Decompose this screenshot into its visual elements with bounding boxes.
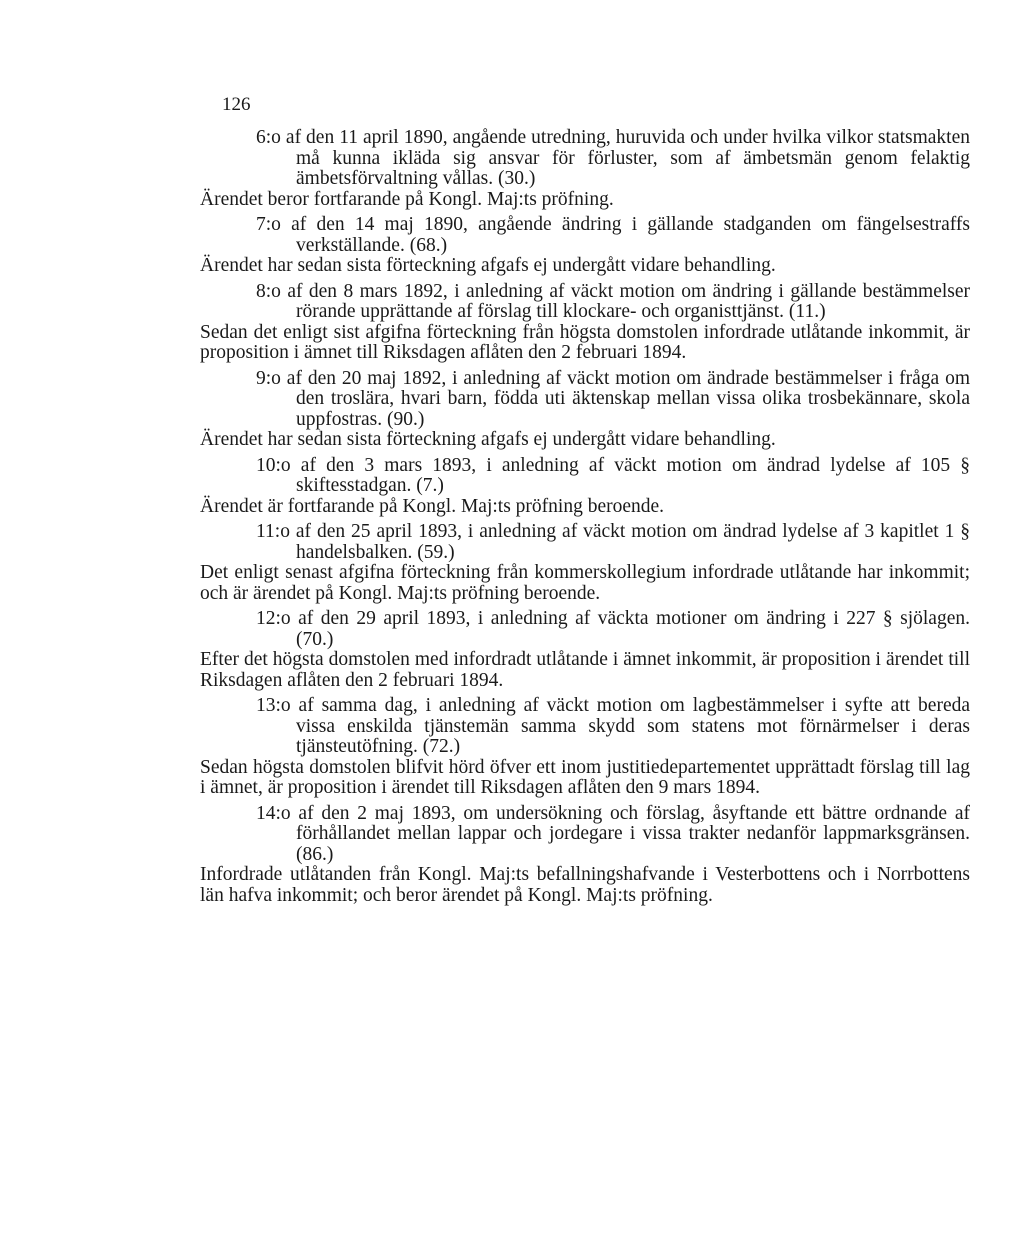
entry-14: [200, 804, 970, 907]
entry-text: 7:o af den 14 maj 1890, angående ändring i gällande stadganden om fängelsestraffs verkställande. (68.): [256, 214, 970, 256]
entry-text: 11:o af den 25 april 1893, i anledning af väckt motion om ändrad lydelse af 3 kapitlet 1 § handelsbalken. (59.): [256, 521, 970, 563]
entry-10: [200, 456, 970, 518]
document-body: [200, 128, 970, 911]
entry-13: [200, 696, 970, 799]
entry-text: 6:o af den 11 april 1890, angående utredning, huruvida och under hvilka vilkor statsmakten må kunna ikläda sig ansvar för förluster, som af ämbetsmän genom felaktig ämbetsförvaltning vållas. (30.): [256, 127, 970, 189]
entry-8: [200, 282, 970, 364]
entry-text: 9:o af den 20 maj 1892, i anledning af väckt motion om ändrade bestämmelser i fråga om den troslära, hvari barn, födda uti äktenskap mellan vissa olika trosbekännare, skola uppfostras. (90.): [256, 367, 970, 430]
entry-text: 14:o af den 2 maj 1893, om undersökning och förslag, åsyftande ett bättre ordnande af förhållandet mellan lappar och jordegare i vissa trakter nedanför lappmarksgränsen. (86.): [256, 802, 970, 865]
page-number: 126: [222, 94, 251, 115]
entry-status: Ärendet har sedan sista förteckning afgafs ej undergått vidare behandling.: [200, 429, 776, 450]
entry-status: Efter det högsta domstolen med infordradt utlåtande i ämnet inkommit, är proposition i ärendet till Riksdagen aflåten den 2 februari 1894.: [200, 649, 970, 691]
entry-status: Sedan högsta domstolen blifvit hörd öfver ett inom justitiedepartementet upprättadt förslag till lag i ämnet, är proposition i ärendet till Riksdagen aflåten den 9 mars 1894.: [200, 756, 970, 798]
entry-text: 10:o af den 3 mars 1893, i anledning af väckt motion om ändrad lydelse af 105 § skiftesstadgan. (7.): [256, 454, 970, 496]
entry-11: [200, 522, 970, 604]
entry-status: Sedan det enligt sist afgifna förteckning från högsta domstolen infordrade utlåtande inkommit, är proposition i ämnet till Riksdagen aflåten den 2 februari 1894.: [200, 321, 970, 363]
entry-status: Infordrade utlåtanden från Kongl. Maj:ts befallningshafvande i Vesterbottens och i Norrbottens län hafva inkommit; och beror ärendet på Kongl. Maj:ts pröfning.: [200, 864, 970, 906]
entry-text: 13:o af samma dag, i anledning af väckt motion om lagbestämmelser i syfte att bereda vissa enskilda tjänstemän samma skydd som statens mot förnärmelser i deras tjänsteutöfning. (72.): [256, 695, 970, 757]
entry-status: Det enligt senast afgifna förteckning från kommerskollegium infordrade utlåtande har inkommit; och är ärendet på Kongl. Maj:ts pröfning beroende.: [200, 562, 970, 604]
entry-text: 8:o af den 8 mars 1892, i anledning af väckt motion om ändring i gällande bestämmelser rörande upprättande af förslag till klockare- och organisttjänst. (11.): [256, 280, 970, 322]
entry-status: Ärendet beror fortfarande på Kongl. Maj:ts pröfning.: [200, 188, 614, 210]
entry-6: [200, 128, 970, 210]
entry-status: Ärendet är fortfarande på Kongl. Maj:ts pröfning beroende.: [200, 495, 665, 517]
entry-9: [200, 369, 970, 451]
entry-7: [200, 215, 970, 277]
entry-text: 12:o af den 29 april 1893, i anledning af väckta motioner om ändring i 227 § sjölagen. (70.): [256, 608, 970, 650]
entry-12: [200, 609, 970, 691]
entry-status: Ärendet har sedan sista förteckning afgafs ej undergått vidare behandling.: [200, 255, 776, 276]
